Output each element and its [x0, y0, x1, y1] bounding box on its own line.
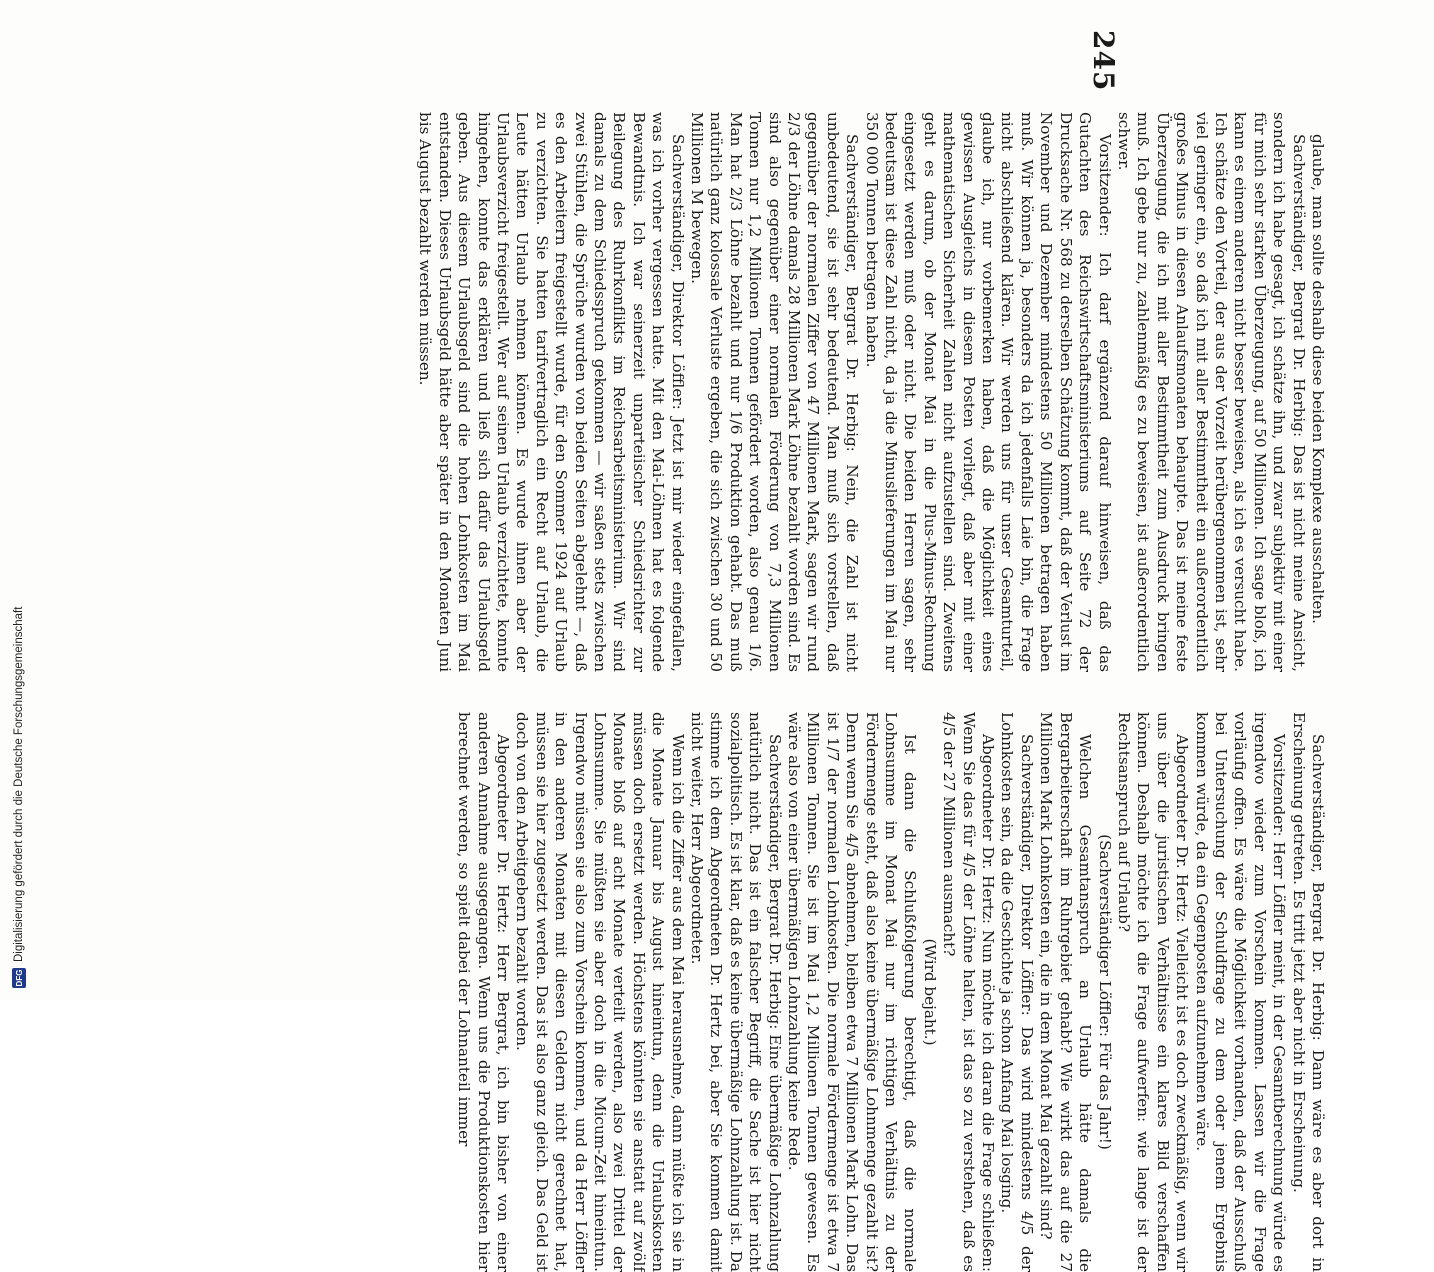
rotated-page-body	[147, 112, 1327, 1272]
paragraph: Sachverständiger, Bergrat Dr. Herbig: Nein, die Zahl ist nicht unbedeutend, sie ist sehr bedeutend. Man muß sich vorstellen, daß gegenüber der normalen Ziffer von 47 Millionen Mark, sagen wir rund 2/3 der Löhne damals 28 Millionen Mark Löhne bezahlt worden sind. Es sind also gegenüber einer normalen Förderung von 7,3 Millionen Tonnen nur 1,2 Millionen Tonnen gefördert worden, also genau 1/6. Man hat 2/3 Löhne bezahlt und nur 1/6 Produktion gehabt. Das muß natürlich ganz kolossale Verluste ergeben, die sich zwischen 30 und 50 Millionen M bewegen.	[688, 112, 862, 672]
digitization-credit-text: Digitalisierung gefördert durch die Deutsche Forschungsgemeinschaft	[13, 606, 25, 962]
digitization-credit	[8, 0, 30, 1000]
paragraph: Abgeordneter Dr. Hertz: Herr Bergrat, ich bin bisher von einer anderen Annahme ausgegangen. Wenn uns die Produktionskosten hier berechnet werden, so spielt dabei der Lohnanteil immer	[455, 712, 512, 1272]
paragraph: Sachverständiger, Direktor Löffler: Jetzt ist mir wieder eingefallen, was ich vorher vergessen hatte. Mit den Mai-Löhnen hat es folgende Bewandtnis. Ich war seinerzeit unparteiischer Schiedsrichter zur Beilegung des Ruhrkonflikts im Reichsarbeitsministerium. Wir sind damals zu dem Schiedsspruch gekommen — wir saßen stets zwischen zwei Stühlen, die Sprüche wurden von beiden Seiten abgelehnt —, daß es den Arbeitern freigestellt wurde, für den Sommer 1924 auf Urlaub zu verzichten. Sie hatten tarifvertraglich ein Recht auf Urlaub, die Leute hätten Urlaub nehmen können. Es wurde ihnen aber der Urlaubsverzicht freigestellt. Wer auf seinen Urlaub verzichtete, konnte hingehen, konnte das erklären und ließ sich dafür das Urlaubsgeld geben. Aus diesem Urlaubsgeld sind die hohen Lohnkosten im Mai entstanden. Dieses Urlaubsgeld hätte aber später in den Monaten Juni bis August bezahlt werden müssen.	[416, 112, 687, 672]
paragraph: Abgeordneter Dr. Hertz: Nun möchte ich daran die Frage schließen: Wenn Sie das für 4/5 der Löhne halten, ist das so zu verstehen, daß es 4/5 der 27 Millionen ausmacht?	[940, 712, 998, 1272]
text-column-left	[416, 112, 1327, 672]
paragraph: Wenn ich die Ziffer aus dem Mai herausnehme, dann müßte ich sie in die Monate Januar bis August hineintun, denn die Urlaubskosten müssen doch ersetzt werden. Höchstens könnten sie anstatt auf zwölf Monate bloß auf acht Monate verteilt werden, also zwei Drittel der Lohnsumme. Sie müßten sie aber doch in die Micum-Zeit hineintun. Irgendwo müssen sie also zum Vorschein kommen, und da Herr Löffler in den anderen Monaten mit diesen Geldern nicht gerechnet hat, müssen sie hier zugesetzt werden. Das ist also ganz gleich. Das Geld ist doch von den Arbeitgebern bezahlt worden.	[513, 712, 687, 1272]
interjection: (Wird bejaht.)	[920, 938, 939, 1046]
paragraph: Sachverständiger, Direktor Löffler: Das wird mindestens 4/5 der Lohnkosten sein, da die Geschichte ja schon Anfang Mai losging.	[998, 712, 1036, 1272]
paragraph: Sachverständiger, Bergrat Dr. Herbig: Eine übermäßige Lohnzahlung natürlich nicht. Das ist ein falscher Begriff, die Sache ist hier nicht sozialpolitisch. Es ist klar, daß es keine übermäßige Lohnzahlung ist. Da stimme ich dem Abgeordneten Dr. Hertz bei, aber Sie kommen damit nicht weiter, Herr Abgeordneter.	[688, 712, 784, 1272]
paragraph: Vorsitzender: Ich darf ergänzend darauf hinweisen, daß das Gutachten des Reichswirtschaftsministeriums auf Seite 72 der Drucksache Nr. 568 zu derselben Schätzung kommt, daß der Verlust im November und Dezember mindestens 50 Millionen betragen haben muß. Wir können ja, besonders da ich jedenfalls Laie bin, die Frage nicht abschließend klären. Wir werden uns für unser Gesamturteil, glaube ich, nur vorbemerken haben, daß die Möglichkeit eines gewissen Ausgleichs in diesem Posten vorliegt, daß aber mit einer mathematischen Sicherheit Zahlen nicht aufzustellen sind. Zweitens geht es darum, ob der Monat Mai in die Plus-Minus-Rechnung eingesetzt werden muß oder nicht. Die beiden Herren sagen, sehr bedeutsam ist diese Zahl nicht, da ja die Minuslieferungen im Mai nur 350 000 Tonnen betragen haben.	[862, 112, 1114, 672]
paragraph: Abgeordneter Dr. Hertz: Vielleicht ist es doch zweckmäßig, wenn wir uns über die juristischen Verhältnisse ein klares Bild verschaffen können. Deshalb möchte ich die Frage aufwerfen: wie lange ist der Rechtsanspruch auf Urlaub?	[1114, 712, 1192, 1272]
paragraph: Sachverständiger, Bergrat Dr. Herbig: Dann wäre es aber dort in Erscheinung getreten. Es tritt jetzt aber nicht in Erscheinung.	[1289, 712, 1327, 1272]
paragraph: Sachverständiger, Bergrat Dr. Herbig: Das ist nicht meine Ansicht, sondern ich habe gesagt, ich schätze ihn, und zwar subjektiv mit einer für mich sehr starken Überzeugung, auf 50 Millionen. Ich sage bloß, ich kann es einem anderen nicht besser beweisen, als ich es versucht habe. Ich schätze den Vorteil, der aus der Vorzeit herübergenommen ist, sehr viel geringer ein, so daß ich mit aller Bestimmtheit ein außerordentlich großes Minus in diesen Anlaufsmonaten behaupte. Das ist meine feste Überzeugung, die ich mit aller Bestimmtheit zum Ausdruck bringen muß. Ich gebe nur zu, zahlenmäßig es zu beweisen, ist außerordentlich schwer.	[1114, 112, 1308, 672]
paragraph: Ist dann die Schlußfolgerung berechtigt, daß die normale Lohnsumme im Monat Mai nur im richtigen Verhältnis zu der Fördermenge steht, daß also keine übermäßige Lohnmenge gezahlt ist? Denn wenn Sie 4/5 abnehmen, bleiben etwa 7 Millionen Mark Lohn. Das ist 1/7 der normalen Lohnkosten. Die normale Fördermenge ist etwa 7 Millionen Tonnen. Sie ist im Mai 1,2 Millionen Tonnen gewesen. Es wäre also von einer übermäßigen Lohnzahlung keine Rede.	[785, 712, 920, 1272]
interjection: (Sachverständiger Löffler: Für das Jahr!)	[1095, 834, 1114, 1150]
paragraph: glaube, man sollte deshalb diese beiden Komplexe ausschalten.	[1309, 134, 1327, 624]
dfg-logo-icon: DFG	[12, 968, 26, 988]
column-gutter	[517, 697, 1327, 698]
paragraph: Vorsitzender: Herr Löffler meint, in der Gesamtberechnung würde es irgendwo wieder zum Vorschein kommen. Lassen wir die Frage vorläufig offen. Es wäre die Möglichkeit vorhanden, daß der Ausschuß bei Untersuchung der Schuldfrage zu dem oder jenem Ergebnis kommen würde, da ein Gegenposten aufzunehmen wäre.	[1192, 712, 1289, 1272]
text-column-right	[455, 712, 1327, 1272]
paragraph: Welchen Gesamtanspruch an Urlaub hätte damals die Bergarbeiterschaft im Ruhrgebiet gehabt? Wie wirkt das auf die 27 Millionen Mark Lohnkosten ein, die in dem Monat Mai gezahlt sind?	[1037, 712, 1095, 1272]
page-number: 245	[1087, 30, 1120, 92]
